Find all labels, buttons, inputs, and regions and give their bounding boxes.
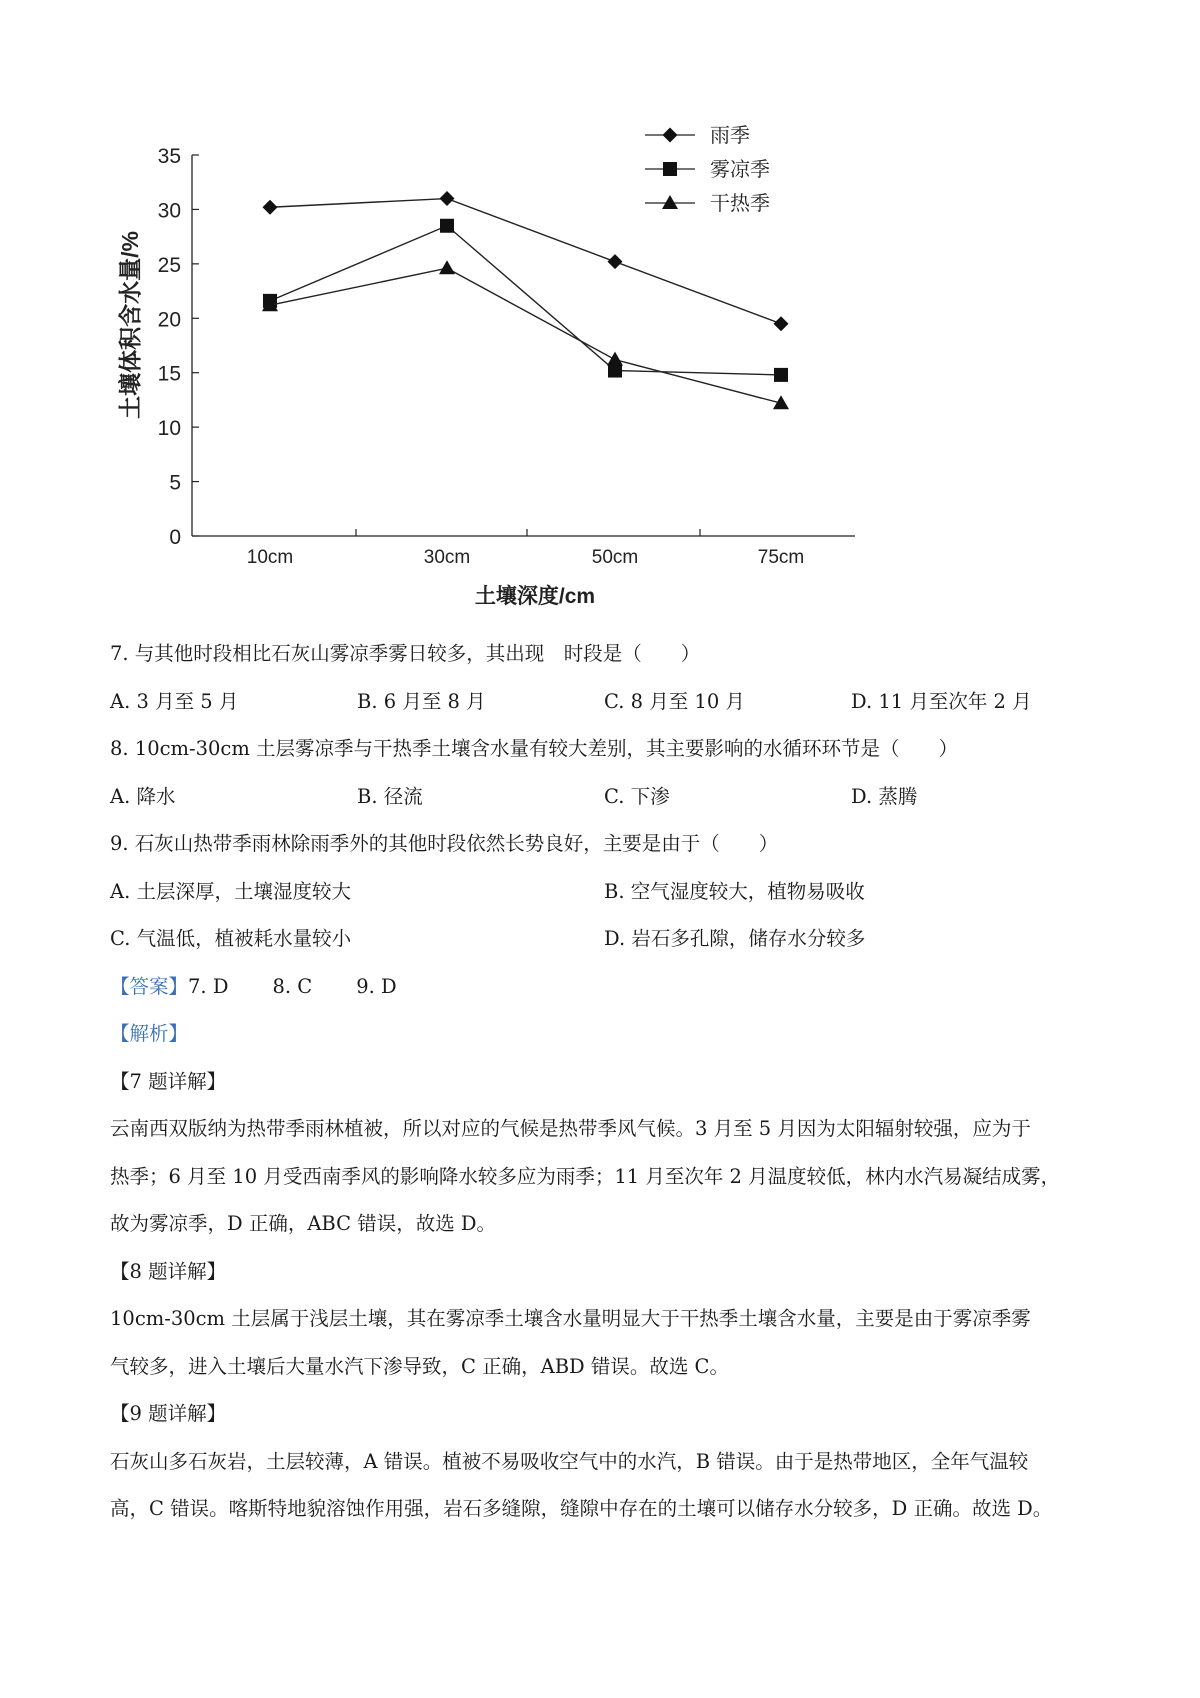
x-tick-label: 10cm xyxy=(246,547,294,568)
data-point-square xyxy=(774,368,788,382)
detail-8-title: 【8 题详解】 xyxy=(110,1259,227,1283)
chart-legend xyxy=(645,124,770,215)
detail-7-title: 【7 题详解】 xyxy=(110,1069,227,1093)
option-7d: D. 11 月至次年 2 月 xyxy=(851,689,1032,713)
question-7-stem: 7. 与其他时段相比石灰山雾凉季雾日较多，其出现 时段是（ ） xyxy=(110,642,701,665)
legend-label: 雾凉季 xyxy=(710,159,770,181)
data-point-square xyxy=(440,219,454,233)
option-7a: A. 3 月至 5 月 xyxy=(110,689,239,713)
chart-series xyxy=(262,191,789,409)
option-9a: A. 土层深厚，土壤湿度较大 xyxy=(110,879,351,903)
detail-8-line: 气较多，进入土壤后大量水汽下渗导致，C 正确，ABD 错误。故选 C。 xyxy=(110,1354,729,1378)
option-7c: C. 8 月至 10 月 xyxy=(604,689,745,713)
question-8-options xyxy=(110,773,1110,821)
y-tick-label: 15 xyxy=(157,362,181,386)
series-line-triangle xyxy=(270,268,781,403)
answer-8: 8. C xyxy=(272,974,313,998)
detail-9-title: 【9 题详解】 xyxy=(110,1402,227,1425)
option-9d: D. 岩石多孔隙，储存水分较多 xyxy=(604,927,866,950)
option-9b: B. 空气湿度较大，植物易吸收 xyxy=(604,879,865,903)
y-tick-label: 25 xyxy=(157,253,181,277)
x-tick-label: 50cm xyxy=(591,547,639,568)
analysis-label: 【解析】 xyxy=(110,1022,189,1045)
detail-7-line: 故为雾凉季，D 正确，ABC 错误，故选 D。 xyxy=(110,1212,497,1235)
data-point-diamond xyxy=(263,200,278,215)
y-tick-label: 0 xyxy=(169,526,181,549)
option-8c: C. 下渗 xyxy=(604,784,670,808)
data-point-diamond xyxy=(774,316,789,331)
answer-line xyxy=(110,963,1110,1011)
x-tick-label: 75cm xyxy=(757,547,805,568)
legend-label: 干热季 xyxy=(710,193,770,215)
data-point-diamond xyxy=(440,191,455,206)
answer-9: 9. D xyxy=(356,974,397,998)
question-9-stem: 9. 石灰山热带季雨林除雨季外的其他时段依然长势良好，主要是由于（ ） xyxy=(110,832,779,855)
question-7-options xyxy=(110,678,1110,726)
y-tick-label: 35 xyxy=(157,145,181,168)
option-9c: C. 气温低，植被耗水量较小 xyxy=(110,927,352,950)
answer-7: 7. D xyxy=(188,974,229,998)
detail-7-line: 云南西双版纳为热带季雨林植被，所以对应的气候是热带季风气候。3 月至 5 月因为太阳辐射较强，应为于 xyxy=(110,1117,1031,1140)
detail-9-line: 石灰山多石灰岩，土层较薄，A 错误。植被不易吸收空气中的水汽，B 错误。由于是热带地区，全年气温较 xyxy=(110,1449,1029,1473)
data-point-diamond xyxy=(608,254,623,269)
legend-label: 雨季 xyxy=(710,125,750,147)
option-8a: A. 降水 xyxy=(110,784,176,808)
question-8-stem: 8. 10cm-30cm 土层雾凉季与干热季土壤含水量有较大差别，其主要影响的水循环环节是（ ） xyxy=(110,737,959,760)
x-axis-label: 土壤深度/cm xyxy=(474,585,596,608)
answer-label: 【答案】 xyxy=(110,974,189,998)
data-point-triangle xyxy=(607,352,623,366)
question-9-options-row2 xyxy=(110,915,1110,963)
series-line-diamond xyxy=(270,199,781,324)
y-tick-label: 20 xyxy=(157,308,181,332)
x-tick-label: 30cm xyxy=(423,547,471,568)
y-tick-label: 5 xyxy=(169,471,181,495)
legend-marker-diamond xyxy=(663,128,678,143)
option-8d: D. 蒸腾 xyxy=(851,784,918,808)
series-line-square xyxy=(270,226,781,375)
detail-8-line: 10cm-30cm 土层属于浅层土壤，其在雾凉季土壤含水量明显大于干热季土壤含水量，主要是由于雾凉季雾 xyxy=(110,1307,1031,1330)
y-tick-label: 30 xyxy=(157,199,181,223)
option-7b: B. 6 月至 8 月 xyxy=(357,689,486,713)
detail-9-line: 高，C 错误。喀斯特地貌溶蚀作用强，岩石多缝隙，缝隙中存在的土壤可以储存水分较多，D 正确。故选 D。 xyxy=(110,1497,1053,1520)
data-point-triangle xyxy=(439,260,455,274)
y-axis-label: 土壤体积含水量/% xyxy=(117,231,143,419)
legend-marker-triangle xyxy=(662,195,678,209)
legend-marker-square xyxy=(663,162,677,176)
option-8b: B. 径流 xyxy=(357,784,423,808)
y-tick-label: 10 xyxy=(157,417,181,441)
soil-moisture-chart xyxy=(0,0,1200,630)
detail-7-line: 热季；6 月至 10 月受西南季风的影响降水较多应为雨季；11 月至次年 2 月温度较低，林内水汽易凝结成雾， xyxy=(110,1164,1061,1188)
question-9-options-row1 xyxy=(110,868,1110,916)
question-content xyxy=(110,630,1110,1533)
